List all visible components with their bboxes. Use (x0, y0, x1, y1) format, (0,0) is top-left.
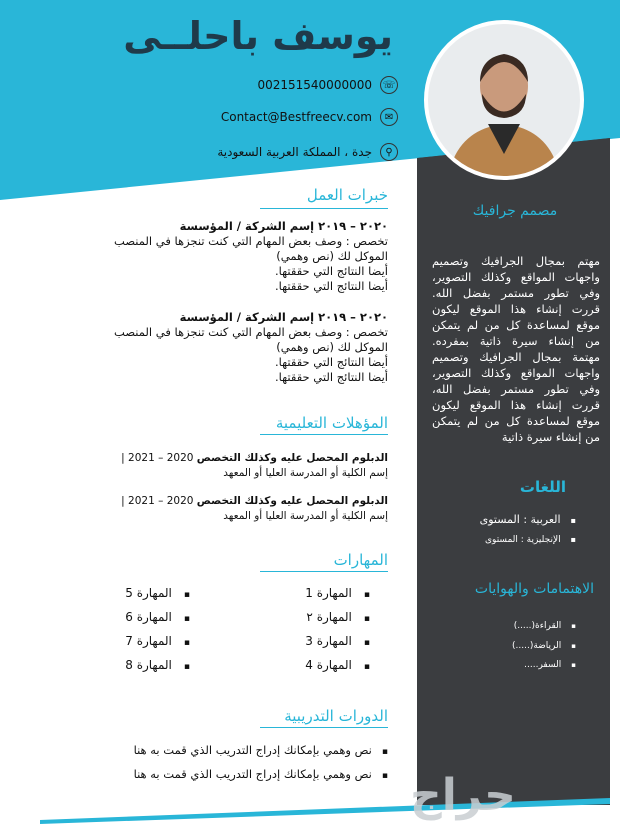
job-line: الموكل لك (نص وهمي) (276, 340, 388, 354)
interest-item: ▪ القراءة(.....) (514, 621, 576, 631)
job-line: الموكل لك (نص وهمي) (276, 249, 388, 263)
education-entry (58, 494, 388, 524)
courses-title: الدورات التدريبية (284, 707, 388, 725)
person-avatar-icon (428, 24, 580, 176)
degree: الدبلوم المحصل عليه وكذلك التخصص (196, 495, 388, 507)
edu-years: 2020 – 2021 | (121, 452, 194, 464)
bottom-band (0, 790, 638, 825)
skills-title: المهارات (333, 551, 388, 569)
language-item: ▪ الإنجليزية : المستوى (485, 535, 576, 545)
experience-title: خبرات العمل (306, 186, 388, 204)
skills-underline (260, 571, 388, 572)
job-line: أيضا النتائج التي حققتها. (274, 279, 388, 293)
job-line: أيضا النتائج التي حققتها. (274, 370, 388, 384)
profile-photo (424, 20, 584, 180)
job-entry (28, 219, 388, 294)
education-title: المؤهلات التعليمية (275, 414, 388, 432)
phone-icon: ☏ (380, 76, 398, 94)
profile-summary: مهتم بمجال الجرافيك وتصميم واجهات المواقع وكذلك التصوير، وفي تطور مستمر بفضل الله. قررت إنشاء هذا الموقع ليكون موقع لمساعدة كل من لم يتمكن من إنشاء سيرة ذاتية بمفرده. مهتمة بمجال الجرافيك وتصميم واجهات المواقع وكذلك التصوير، وفي تطور مستمر بفضل الله، قررت إنشاء هذا الموقع ليكون موقع لمساعدة كل من لم يتمكن من إنشاء سيرة ذاتية (432, 254, 600, 444)
skill-item: ▪ المهارة 3 (305, 634, 370, 648)
skill-item: ▪ المهارة 1 (305, 586, 370, 600)
education-entry (58, 451, 388, 481)
watermark-logo: حراج (410, 770, 516, 821)
phone-text: 002151540000000 (257, 78, 372, 92)
interest-item: ▪ السفر..... (524, 660, 576, 670)
education-underline (260, 434, 388, 435)
course-item: ▪ نص وهمي بإمكانك إدراج التدريب الذي قمت به هنا (134, 743, 388, 757)
job-line: أيضا النتائج التي حققتها. (274, 264, 388, 278)
skill-item: ▪ المهارة ٢ (306, 610, 370, 624)
job-entry (28, 310, 388, 385)
skill-item: ▪ المهارة 5 (125, 586, 190, 600)
language-item: ▪ العربية : المستوى (480, 513, 576, 526)
person-name: يوسف باحلــى (123, 14, 393, 58)
school: إسم الكلية أو المدرسة العليا أو المعهد (223, 467, 388, 479)
skill-item: ▪ المهارة 4 (305, 658, 370, 672)
interests-title: الاهتمامات والهوايات (474, 581, 594, 597)
contact-address (217, 143, 398, 161)
job-title: مصمم جرافيك (472, 203, 558, 219)
address-text: جدة ، المملكة العربية السعودية (217, 145, 372, 159)
skill-item: ▪ المهارة 7 (125, 634, 190, 648)
job-line: تخصص : وصف بعض المهام التي كنت تنجزها في المنصب (114, 234, 388, 248)
courses-underline (260, 727, 388, 728)
email-text: Contact@Bestfreecv.com (220, 110, 372, 124)
job-line: أيضا النتائج التي حققتها. (274, 355, 388, 369)
skill-item: ▪ المهارة 8 (125, 658, 190, 672)
mail-icon: ✉ (380, 108, 398, 126)
job-head: ٢٠٢٠ – ٢٠١٩ إسم الشركة / المؤسسة (179, 219, 388, 233)
edu-years: 2020 – 2021 | (121, 495, 194, 507)
degree: الدبلوم المحصل عليه وكذلك التخصص (196, 452, 388, 464)
languages-title: اللغات (519, 478, 566, 496)
job-head: ٢٠٢٠ – ٢٠١٩ إسم الشركة / المؤسسة (179, 310, 388, 324)
interest-item: ▪ الرياضة(.....) (512, 641, 576, 651)
contact-phone[interactable] (257, 76, 398, 94)
location-pin-icon: ⚲ (380, 143, 398, 161)
job-line: تخصص : وصف بعض المهام التي كنت تنجزها في المنصب (114, 325, 388, 339)
course-item: ▪ نص وهمي بإمكانك إدراج التدريب الذي قمت به هنا (134, 767, 388, 781)
experience-underline (260, 208, 388, 209)
contact-email[interactable] (221, 108, 398, 126)
skill-item: ▪ المهارة 6 (125, 610, 190, 624)
school: إسم الكلية أو المدرسة العليا أو المعهد (223, 510, 388, 522)
